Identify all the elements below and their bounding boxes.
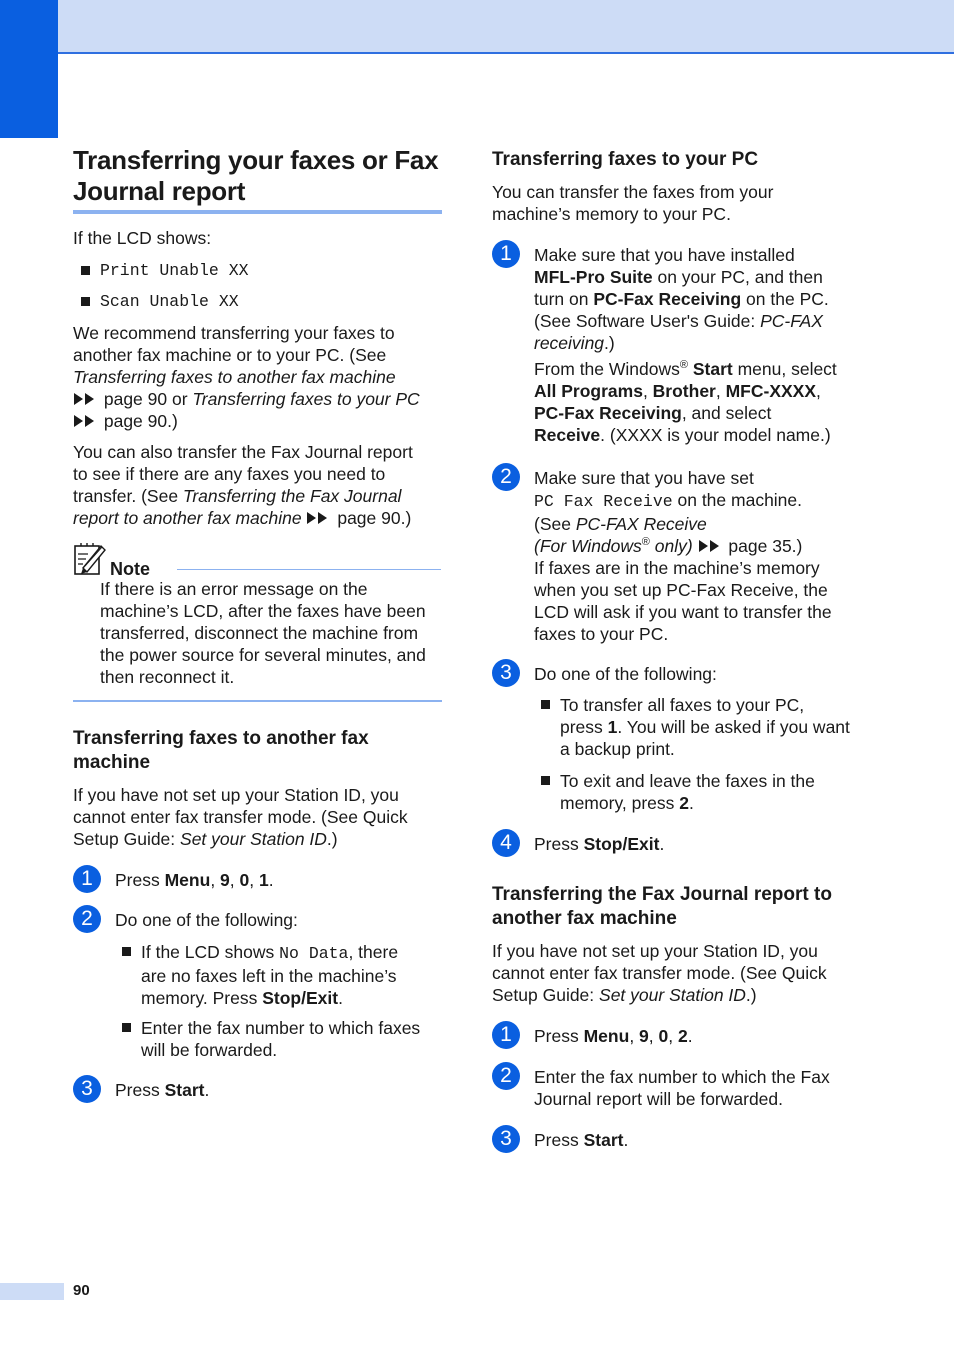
lcd-text: No Data [279,944,349,963]
cross-reference: receiving [534,333,605,353]
lcd-text: PC Fax Receive [534,492,673,511]
text-line: To exit and leave the faxes in the [560,771,815,791]
key-label: 2 [677,1026,688,1046]
text-span: . [689,793,694,813]
journal-step-3 [492,1129,860,1153]
title-rule [73,210,442,214]
key-label: Stop/Exit [262,988,339,1008]
text-span: press [560,717,608,737]
text-span: . [204,1080,210,1100]
text-span: . You will be asked if you want [617,717,850,737]
key-label: 0 [239,870,250,890]
step-text [534,244,860,446]
key-label: 9 [639,1026,649,1046]
text-span: memory, press [560,793,680,813]
text-span: page 35.) [723,536,803,556]
text-line: are no faxes left in the machine’s [141,966,397,986]
step-number-badge: 3 [492,659,520,687]
registered-mark: ® [641,536,650,549]
text-line: machine’s memory to your PC. [492,204,731,224]
text-line: faxes to your PC. [534,624,669,644]
journal-intro [492,940,860,1006]
cross-reference: PC-FAX [760,311,823,331]
step-text [115,869,441,891]
section-heading-journal [492,883,860,931]
text-span: . [268,870,274,890]
text-span: , [668,1026,678,1046]
text-span: . [659,834,665,854]
lcd-message-2 [81,291,441,313]
text-span: , there [348,942,399,962]
step-number-badge: 3 [492,1125,520,1153]
option-text [141,941,441,1009]
step-number-badge: 4 [492,829,520,857]
menu-name: Start [687,359,733,379]
pc-step-1 [492,244,860,454]
text-line: the power source for several minutes, and [100,645,426,665]
footer-tab [0,1283,64,1300]
text-line: You can also transfer the Fax Journal report [73,442,413,462]
step-2 [73,909,441,933]
bullet-square-icon [81,297,90,306]
text-line: when you set up PC-Fax Receive, the [534,580,828,600]
text-span: (See [534,514,576,534]
bullet-square-icon [541,700,550,709]
cross-reference: only) [649,536,693,556]
text-span: , [249,870,259,890]
header-band [0,0,954,54]
heading-line: machine [73,752,151,773]
text-line: We recommend transferring your faxes to [73,323,395,343]
note-rule [177,569,441,570]
text-span: . (XXXX is your model name.) [600,425,831,445]
journal-paragraph [73,441,441,529]
double-arrow-icon [73,414,99,428]
text-span: , [715,381,726,401]
text-line: then reconnect it. [100,667,235,687]
step-text [534,1129,860,1151]
text-line: will be forwarded. [141,1040,278,1060]
step-number-badge: 2 [492,463,520,491]
cross-reference: Transferring faxes to another fax machine [73,367,396,387]
heading-line: Transferring the Fax Journal report to [492,884,832,905]
key-label: Menu [583,1026,630,1046]
text-span: .) [604,333,615,353]
menu-name: Receive [534,425,601,445]
menu-name: PC-Fax Receiving [534,403,682,423]
text-span: Press [534,1026,584,1046]
step-number-badge: 2 [73,905,101,933]
text-span: memory. Press [141,988,263,1008]
text-span: page 90.) [99,411,178,431]
text-span: If the LCD shows [141,942,280,962]
text-span: on the PC. [741,289,829,309]
text-line: Make sure that you have set [534,468,754,488]
title-line-2: Journal report [73,176,246,206]
text-line: You can transfer the faxes from your [492,182,774,202]
key-label: Start [583,1130,624,1150]
lcd-intro: If the LCD shows: [73,228,212,248]
text-span: .) [745,985,757,1005]
pc-step-4 [492,833,860,857]
text-line: If you have not set up your Station ID, you [73,785,399,805]
software-name: MFL-Pro Suite [534,267,653,287]
text-span: , and select [681,403,772,423]
text-line: Make sure that you have installed [534,245,795,265]
menu-name: All Programs [534,381,643,401]
text-span: , [816,381,821,401]
pc-intro [492,181,860,225]
section-heading-pc [492,148,860,172]
text-span: (See Software User's Guide: [534,311,761,331]
step-text [534,1066,860,1110]
text-span: transfer. (See [73,486,183,506]
step-number-badge: 3 [73,1075,101,1103]
text-line: cannot enter fax transfer mode. (See Quick [492,963,827,983]
bullet-square-icon [541,776,550,785]
heading-line: another fax machine [492,908,677,929]
text-span: Press [534,1130,584,1150]
cross-reference: Transferring faxes to your PC [192,389,420,409]
another-intro [73,784,441,850]
pc-step-2 [492,467,860,647]
text-span: From the Windows [534,359,680,379]
text-line: transferred, disconnect the machine from [100,623,419,643]
text-span: . [338,988,343,1008]
step-number-badge: 2 [492,1062,520,1090]
text-span: Press [115,1080,165,1100]
step-2-option-1 [122,941,441,1011]
text-line: Enter the fax number to which faxes [141,1018,421,1038]
text-line: Enter the fax number to which the Fax [534,1067,830,1087]
chapter-tab [0,0,58,138]
pc-step-3-option-2 [541,770,860,816]
text-span: turn on [534,289,594,309]
double-arrow-icon [73,392,99,406]
software-name: PC-Fax Receiving [593,289,742,309]
lcd-message-text: Print Unable XX [100,261,249,280]
cross-reference: report to another fax machine [73,508,302,528]
text-line: Journal report will be forwarded. [534,1089,784,1109]
step-2-option-2 [122,1017,441,1063]
key-label: 1 [607,717,618,737]
step-number-badge: 1 [492,1021,520,1049]
double-arrow-icon [306,511,332,525]
page-title [73,145,441,207]
text-line: cannot enter fax transfer mode. (See Quick [73,807,408,827]
cross-reference: PC-FAX Receive [575,514,707,534]
registered-mark: ® [679,359,688,372]
lcd-message-text: Scan Unable XX [100,292,239,311]
text-span: , [642,381,653,401]
step-number-badge: 1 [492,240,520,268]
text-span: , [648,1026,659,1046]
step-number-badge: 1 [73,865,101,893]
note-text [100,578,441,688]
text-span: page 90 or [99,389,193,409]
step-text [534,1025,860,1047]
cross-reference: Transferring the Fax Journal [182,486,402,506]
lcd-message-1 [81,260,441,282]
page-number: 90 [73,1282,90,1299]
text-line: a backup print. [560,739,675,759]
note-label: Note [110,559,150,579]
cross-reference: (For Windows [534,536,642,556]
option-text [560,694,860,760]
recommend-paragraph [73,322,441,432]
text-span: . [623,1130,629,1150]
step-text [534,467,860,645]
double-arrow-icon [698,539,724,553]
text-line: To transfer all faxes to your PC, [560,695,805,715]
text-line: LCD will ask if you want to transfer the [534,602,832,622]
text-line: another fax machine or to your PC. (See [73,345,387,365]
text-line: If there is an error message on the [100,579,368,599]
text-span: , [210,870,221,890]
cross-reference: Set your Station ID [599,985,746,1005]
text-span: Press [534,834,584,854]
text-span: Press [115,870,165,890]
note-bottom-rule [73,700,442,702]
heading-line: Transferring faxes to another fax [73,728,369,749]
text-span: . [687,1026,693,1046]
key-label: Start [164,1080,205,1100]
key-label: 2 [679,793,690,813]
journal-step-1 [492,1025,860,1049]
option-text [560,770,860,814]
text-span: menu, select [732,359,837,379]
text-span: page 90.) [332,508,412,528]
text-span: Setup Guide: [73,829,181,849]
key-label: Menu [164,870,211,890]
key-label: 0 [658,1026,669,1046]
option-text [141,1017,441,1061]
step-text: Do one of the following: [115,910,298,930]
key-label: Stop/Exit [583,834,660,854]
bullet-square-icon [122,947,131,956]
journal-step-2 [492,1066,860,1112]
text-line: If you have not set up your Station ID, you [492,941,818,961]
menu-name: Brother [652,381,716,401]
step-text: Do one of the following: [534,664,717,684]
title-line-1: Transferring your faxes or Fax [73,145,439,175]
step-text [534,833,860,855]
bullet-square-icon [81,266,90,275]
step-text [115,1079,441,1101]
pc-step-3 [492,663,860,687]
section-heading-another-fax [73,727,441,775]
heading-line: Transferring faxes to your PC [492,149,759,170]
step-1 [73,869,441,893]
text-span: , [229,870,240,890]
note-box [73,540,441,702]
bullet-square-icon [122,1023,131,1032]
text-span: , [629,1026,640,1046]
key-label: 9 [220,870,230,890]
key-label: 1 [258,870,269,890]
text-line: machine’s LCD, after the faxes have been [100,601,426,621]
text-line: If faxes are in the machine’s memory [534,558,820,578]
step-3 [73,1079,441,1103]
pc-step-3-option-1 [541,694,860,764]
menu-name: MFC-XXXX [725,381,817,401]
cross-reference: Set your Station ID [180,829,327,849]
text-span: on the machine. [672,490,803,510]
text-line: to see if there are any faxes you need to [73,464,386,484]
text-span: on your PC, and then [652,267,823,287]
text-span: Setup Guide: [492,985,600,1005]
text-span: .) [326,829,338,849]
note-pencil-icon [73,540,107,576]
